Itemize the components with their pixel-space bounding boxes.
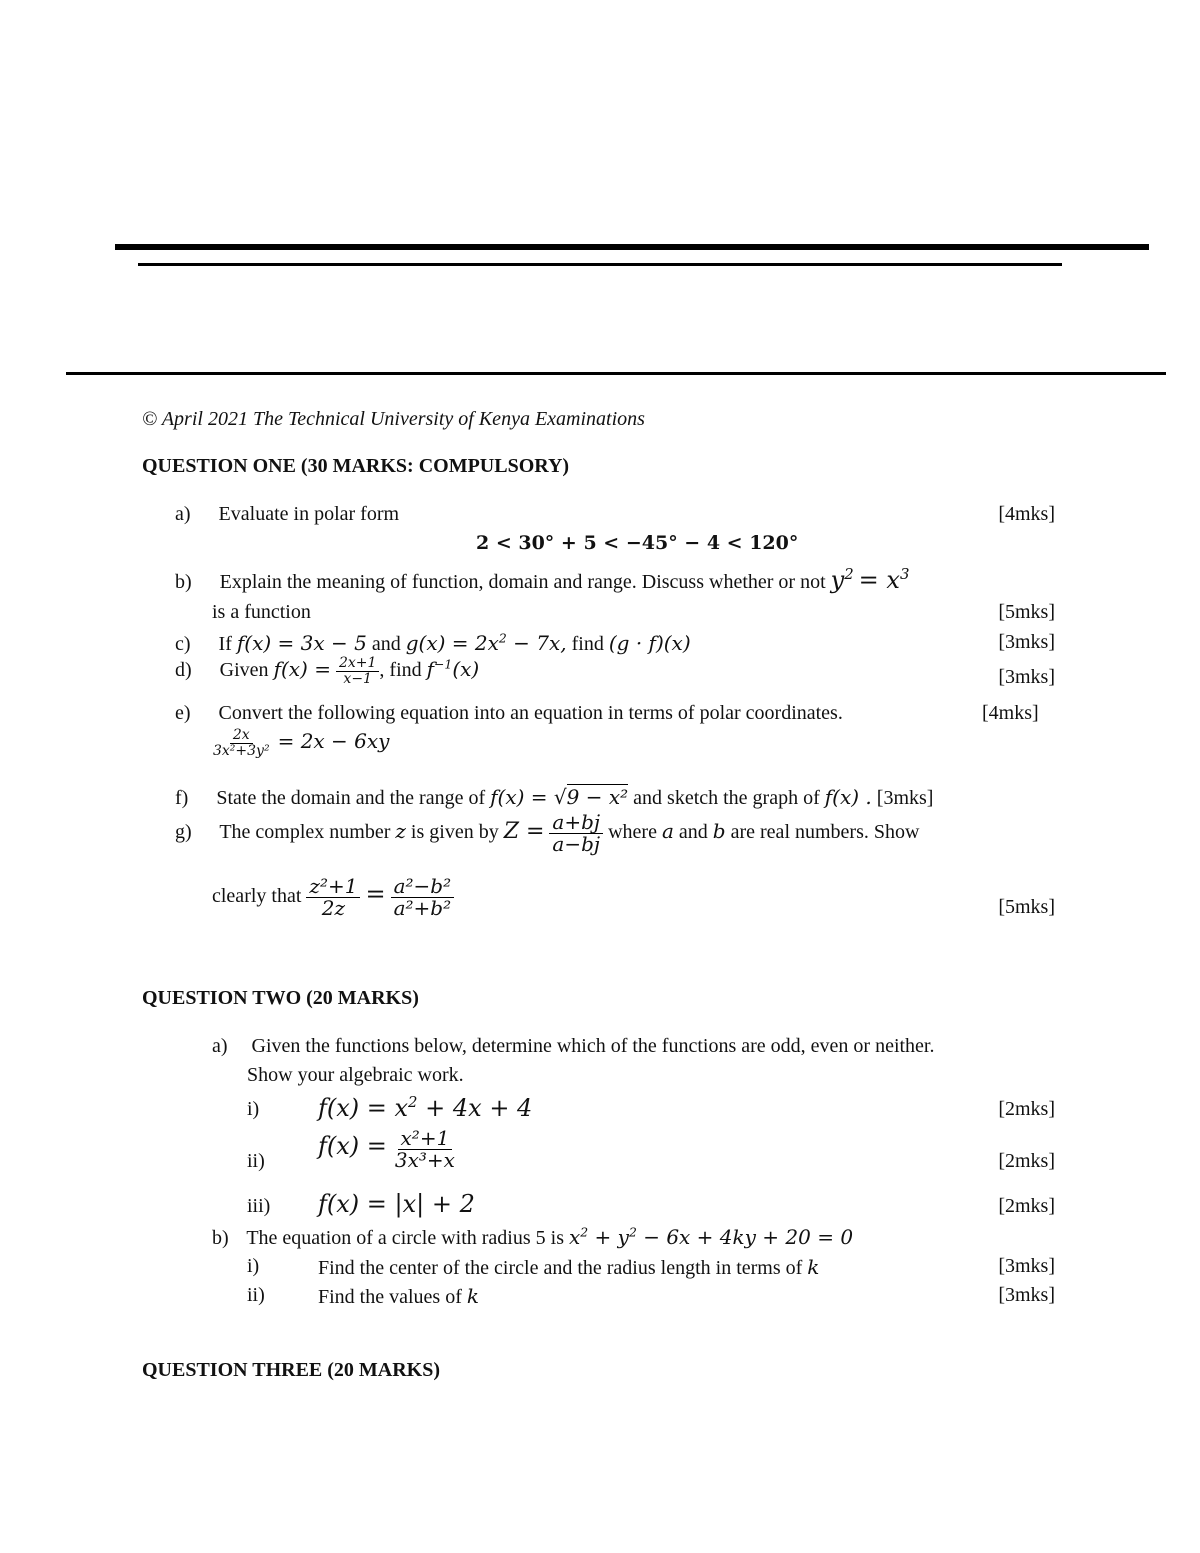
q1-c-mid: and — [371, 633, 401, 655]
q1-g-mid: is given by — [410, 821, 499, 844]
q1-g-line2 — [212, 876, 454, 919]
q1-c-f: f(x) = 3x − 5 — [236, 631, 367, 655]
q1-g-and: and — [678, 821, 708, 844]
q1-b-marks: [5mks] — [998, 601, 1055, 623]
q2-b-i-k: k — [807, 1255, 820, 1279]
header-rule-thin — [138, 263, 1062, 266]
q1-f-f2: f(x) . — [824, 785, 872, 809]
q1-f-radicand: 9 − x² — [566, 785, 629, 809]
q1-c-pre: If — [218, 633, 232, 655]
q1-g-d1: 2z — [321, 896, 346, 920]
q2-a-ii-den: 3x³+x — [394, 1148, 455, 1172]
q2-b-ii — [318, 1284, 479, 1309]
q1-g-marks: [5mks] — [998, 896, 1055, 918]
q1-f-mid: and sketch the graph of — [633, 787, 820, 809]
q1-b-line2: is a function — [212, 601, 311, 623]
header-rule-thick — [115, 244, 1149, 250]
q1-heading: QUESTION ONE (30 MARKS: COMPULSORY) — [142, 455, 570, 477]
q1-g-clearly: clearly that — [212, 885, 302, 908]
q2-a-i-marks: [2mks] — [998, 1098, 1055, 1120]
q2-b-i — [318, 1255, 819, 1280]
q1-g-post2: are real numbers. Show — [730, 821, 920, 844]
q1-g-fraction — [549, 812, 603, 855]
q1-d-comma: , — [379, 658, 385, 681]
q1-e-fraction — [210, 728, 273, 758]
q1-f — [175, 785, 933, 810]
q1-g-frac-left — [306, 876, 360, 919]
q1-d — [175, 656, 479, 686]
q1-c — [175, 631, 691, 656]
q2-a-ii-label: ii) — [247, 1150, 265, 1172]
q2-b-i-text: Find the center of the circle and the radius length in terms of — [318, 1257, 803, 1279]
q2-a-i-label: i) — [247, 1098, 260, 1120]
q1-c-find: find — [571, 633, 604, 655]
q1-d-finv: $f^{-1}(x)$ — [426, 656, 480, 681]
copyright-line: © April 2021 The Technical University of Kenya Examinations — [142, 408, 645, 430]
q1-g-n2: a²−b² — [391, 876, 455, 898]
q2-b-expr: $x^2 + y^2 - 6x + 4ky + 20 = 0$ — [569, 1224, 854, 1249]
q2-a — [212, 1035, 935, 1058]
q1-b-label: b) — [175, 571, 192, 593]
q1-b-eq: = $x^3$ — [858, 565, 910, 594]
q2-b-ii-label: ii) — [247, 1284, 265, 1306]
section-rule — [66, 372, 1166, 375]
q1-d-num: 2x+1 — [336, 656, 379, 672]
q1-a — [175, 503, 399, 526]
q1-d-den: x−1 — [343, 670, 372, 687]
q1-e-rhs: = 2x − 6xy — [277, 728, 390, 753]
q1-c-gf: (g · f)(x) — [608, 631, 691, 655]
q1-e-den: 3x²+3y² — [213, 742, 270, 759]
q1-b-y: $y^2$ — [830, 565, 854, 594]
q1-b-text: Explain the meaning of function, domain and range. Discuss whether or not — [219, 571, 826, 593]
q2-a-text: Given the functions below, determine which of the functions are odd, even or neither. — [251, 1035, 935, 1057]
q1-e-label: e) — [175, 702, 191, 724]
q2-b-ii-marks: [3mks] — [998, 1284, 1055, 1306]
q1-g-den: a−bj — [552, 832, 601, 856]
q2-b-label: b) — [212, 1227, 229, 1249]
q2-heading: QUESTION TWO (20 MARKS) — [142, 987, 419, 1009]
q2-b-ii-text: Find the values of — [318, 1286, 462, 1308]
q2-b-i-marks: [3mks] — [998, 1255, 1055, 1277]
q1-c-marks: [3mks] — [998, 631, 1055, 653]
q1-c-g: $g(x) = 2x^2 - 7x$, — [405, 630, 567, 655]
q1-c-label: c) — [175, 633, 191, 655]
q1-g-label: g) — [175, 821, 192, 844]
q1-e-marks: [4mks] — [982, 702, 1039, 724]
q2-a-ii-fraction — [392, 1128, 458, 1171]
q2-a-iii-marks: [2mks] — [998, 1195, 1055, 1217]
q2-a-ii-expr — [318, 1128, 458, 1171]
q1-e-text: Convert the following equation into an equation in terms of polar coordinates. — [218, 702, 843, 724]
q1-a-text: Evaluate in polar form — [218, 503, 400, 525]
q1-g-num: a+bj — [549, 812, 603, 834]
q1-g-frac-right — [391, 876, 455, 919]
q2-a-label: a) — [212, 1035, 228, 1057]
q1-g — [175, 812, 919, 855]
q1-f-f: f(x) = √ — [490, 785, 567, 809]
q1-b — [175, 566, 909, 594]
q1-e — [175, 702, 843, 725]
q2-a-line2: Show your algebraic work. — [247, 1064, 464, 1086]
q1-d-fraction — [336, 656, 379, 686]
q1-a-label: a) — [175, 503, 191, 525]
q1-f-marks: [3mks] — [876, 787, 934, 809]
q1-d-pre: Given — [219, 658, 269, 681]
q1-d-label: d) — [175, 658, 192, 681]
q2-b-i-label: i) — [247, 1255, 260, 1277]
q1-g-Z: Z = — [503, 819, 545, 845]
q1-a-marks: [4mks] — [998, 503, 1055, 525]
q1-f-label: f) — [175, 787, 189, 809]
q1-g-a: a — [661, 819, 674, 844]
q3-heading: QUESTION THREE (20 MARKS) — [142, 1359, 441, 1381]
q2-b-text: The equation of a circle with radius 5 is — [246, 1227, 564, 1249]
q1-g-d2: a²+b² — [393, 896, 452, 920]
q1-e-equation — [210, 728, 389, 758]
q1-g-n1: z²+1 — [306, 876, 360, 898]
q1-g-pre: The complex number — [219, 821, 391, 844]
q1-a-expression: 2 < 30° + 5 < −45° − 4 < 120° — [476, 532, 799, 554]
q1-g-z: z — [395, 819, 406, 844]
q1-e-num: 2x — [230, 728, 253, 744]
q2-a-ii-marks: [2mks] — [998, 1150, 1055, 1172]
q1-d-marks: [3mks] — [998, 666, 1055, 688]
q1-d-f: f(x) = — [273, 656, 331, 681]
q1-d-find: find — [389, 658, 422, 681]
q1-g-post: where — [608, 821, 657, 844]
q2-b-ii-k: k — [466, 1284, 479, 1308]
q1-g-eq: = — [365, 880, 386, 909]
q1-f-pre: State the domain and the range of — [216, 787, 486, 809]
q2-a-i-expr: $f(x) = x^2 + 4x + 4$ — [318, 1093, 533, 1122]
q2-a-iii-label: iii) — [247, 1195, 271, 1217]
q2-a-ii-num: x²+1 — [398, 1128, 453, 1150]
q2-a-iii-expr: f(x) = |x| + 2 — [318, 1190, 475, 1218]
q2-b — [212, 1225, 853, 1250]
q1-g-b: b — [712, 819, 726, 844]
q2-a-ii-f: f(x) = — [318, 1132, 387, 1161]
